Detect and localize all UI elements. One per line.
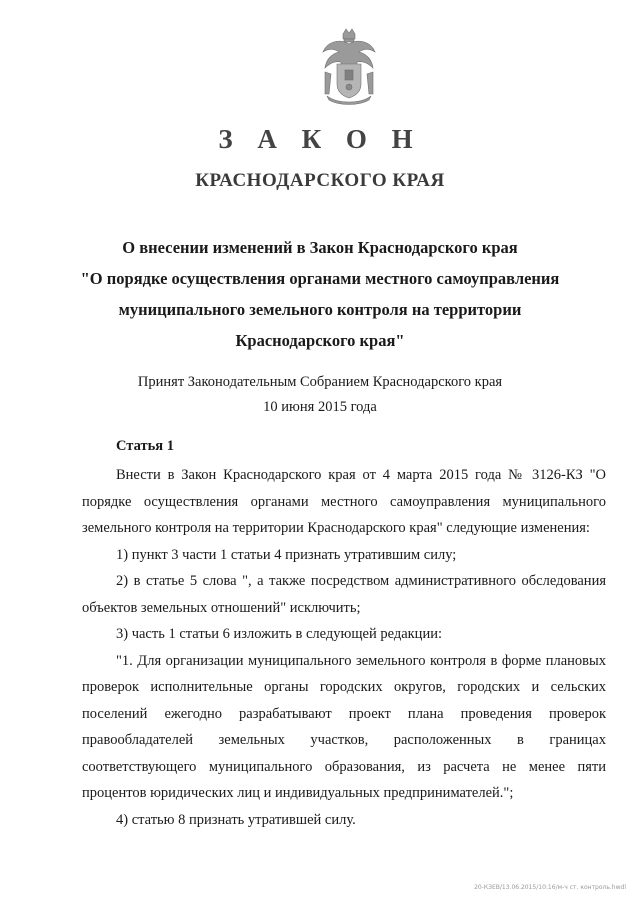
article-paragraph: "1. Для организации муниципального земельного контроля в форме плановых проверок исполнительные органы городских округов, городских и сельских поселений ежегодно разрабатывают проект плана проведения проверок правообладателей земельных участков, расположенных в границах соответствующего муниципального образования, из расчета не менее пяти процентов юридических лиц и индивидуальных предпринимателей.";: [82, 652, 606, 801]
coat-of-arms-icon: [317, 28, 381, 108]
law-title: З А К О Н: [218, 124, 422, 154]
article-paragraph: 4) статью 8 признать утратившей силу.: [116, 811, 356, 828]
adoption-info: [0, 370, 640, 420]
article-paragraph: Внести в Закон Краснодарского края от 4 марта 2015 года № 3126-КЗ "О порядке осуществления органами местного самоуправления муниципального земельного контроля на территории Краснодарского края" следующие изменения:: [82, 467, 606, 536]
article-paragraph: 2) в статье 5 слова ", а также посредством административного обследования объектов земельных отношений" исключить;: [82, 573, 606, 616]
adoption-body: Принят Законодательным Собранием Краснодарского края: [137, 374, 503, 390]
article-paragraph: 1) пункт 3 части 1 статьи 4 признать утратившим силу;: [116, 546, 457, 563]
article-paragraph: 3) часть 1 статьи 6 изложить в следующей редакции:: [116, 626, 442, 642]
heading-line: муниципального земельного контроля на территории: [118, 300, 522, 319]
heading-line: "О порядке осуществления органами местного самоуправления: [80, 269, 560, 288]
article-body: [82, 462, 606, 833]
law-region: КРАСНОДАРСКОГО КРАЯ: [195, 170, 445, 191]
document-heading: [0, 232, 640, 356]
heading-line: О внесении изменений в Закон Краснодарского края: [122, 238, 518, 257]
adoption-date: 10 июня 2015 года: [263, 399, 377, 415]
article-title: Статья 1: [116, 438, 174, 454]
heading-line: Краснодарского края": [235, 331, 405, 350]
file-path-footer: 20-КЗЕВ/13.06.2015/10:16/м-ч ст. контроль.hwdl: [474, 884, 626, 891]
